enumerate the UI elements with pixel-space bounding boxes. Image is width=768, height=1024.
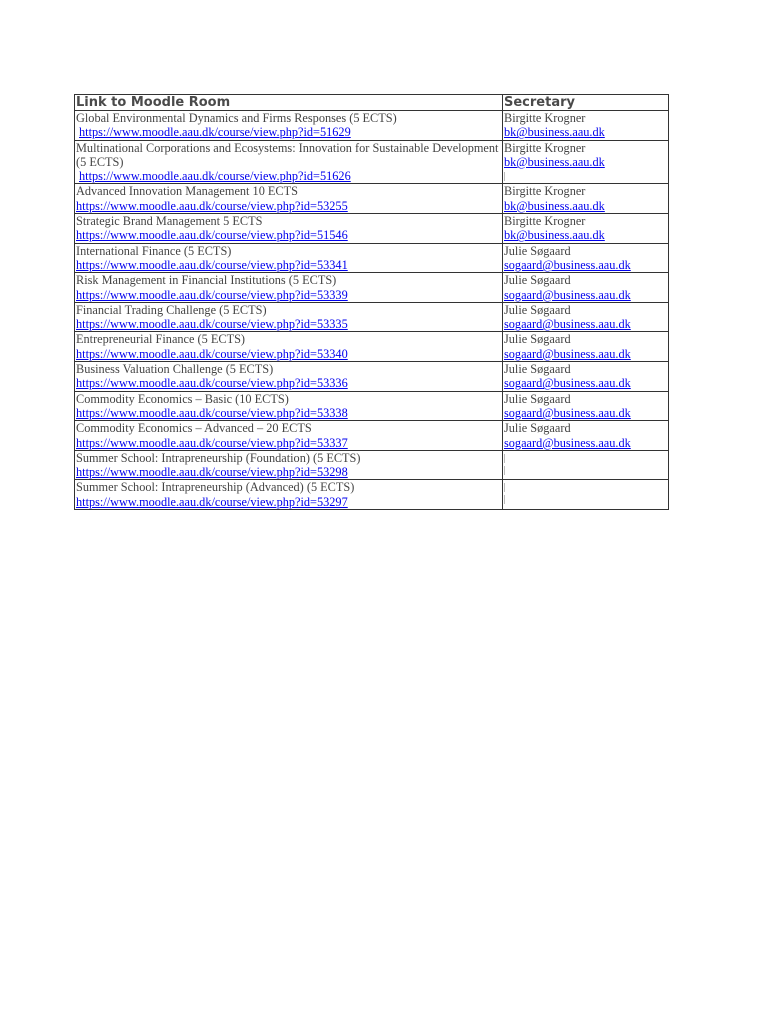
table-row: [75, 214, 669, 244]
table-row: [75, 362, 669, 392]
moodle-link[interactable]: https://www.moodle.aau.dk/course/view.php?id=53297: [76, 494, 348, 509]
moodle-link[interactable]: https://www.moodle.aau.dk/course/view.php?id=51546: [76, 228, 348, 243]
secretary-name: Julie Søgaard: [504, 362, 571, 377]
table-row: [75, 243, 669, 273]
table-row: [75, 391, 669, 421]
course-cell: [75, 362, 503, 392]
course-title: Financial Trading Challenge (5 ECTS): [76, 302, 267, 317]
cell-marker: [504, 495, 505, 504]
course-cell: [75, 450, 503, 480]
table-header-row: [75, 95, 669, 111]
course-cell: [75, 273, 503, 303]
moodle-link[interactable]: https://www.moodle.aau.dk/course/view.php?id=53338: [76, 405, 348, 420]
course-cell: [75, 111, 503, 141]
moodle-link[interactable]: https://www.moodle.aau.dk/course/view.php?id=53336: [76, 376, 348, 391]
moodle-link[interactable]: https://www.moodle.aau.dk/course/view.php?id=53339: [76, 287, 348, 302]
secretary-email-link[interactable]: bk@business.aau.dk: [504, 125, 605, 140]
secretary-email-link[interactable]: sogaard@business.aau.dk: [504, 287, 631, 302]
table-row: [75, 111, 669, 141]
moodle-link[interactable]: https://www.moodle.aau.dk/course/view.php?id=53298: [76, 465, 348, 480]
cell-marker: [504, 454, 505, 463]
secretary-name: Julie Søgaard: [504, 273, 571, 288]
table-row: [75, 450, 669, 480]
moodle-link[interactable]: https://www.moodle.aau.dk/course/view.php?id=51626: [79, 169, 351, 184]
course-cell: [75, 391, 503, 421]
moodle-link[interactable]: https://www.moodle.aau.dk/course/view.php?id=51629: [79, 125, 351, 140]
course-cell: [75, 214, 503, 244]
secretary-email-link[interactable]: bk@business.aau.dk: [504, 154, 605, 169]
course-title: International Finance (5 ECTS): [76, 243, 232, 258]
secretary-email-link[interactable]: sogaard@business.aau.dk: [504, 257, 631, 272]
course-title: Entrepreneurial Finance (5 ECTS): [76, 332, 246, 347]
secretary-cell: [503, 391, 669, 421]
secretary-name: Julie Søgaard: [504, 332, 571, 347]
secretary-cell: [503, 362, 669, 392]
course-title: Strategic Brand Management 5 ECTS: [76, 214, 263, 229]
course-cell: [75, 184, 503, 214]
secretary-name: Birgitte Krogner: [504, 111, 586, 125]
table-row: [75, 421, 669, 451]
secretary-cell: [503, 184, 669, 214]
secretary-cell: [503, 273, 669, 303]
course-cell: [75, 421, 503, 451]
table-row: [75, 273, 669, 303]
table-row: [75, 480, 669, 510]
secretary-cell: [503, 421, 669, 451]
course-title: Risk Management in Financial Institutions (5 ECTS): [76, 273, 337, 288]
table-row: [75, 140, 669, 184]
secretary-name: Julie Søgaard: [504, 421, 571, 436]
cell-marker: [504, 466, 505, 475]
secretary-cell: [503, 302, 669, 332]
course-title: Summer School: Intrapreneurship (Foundation) (5 ECTS): [76, 450, 361, 465]
secretary-email-link[interactable]: sogaard@business.aau.dk: [504, 317, 631, 332]
moodle-link[interactable]: https://www.moodle.aau.dk/course/view.php?id=53255: [76, 198, 348, 213]
secretary-email-link[interactable]: sogaard@business.aau.dk: [504, 435, 631, 450]
course-title: Business Valuation Challenge (5 ECTS): [76, 362, 274, 377]
header-secretary: Secretary: [503, 95, 669, 111]
secretary-name: Birgitte Krogner: [504, 184, 586, 199]
moodle-link[interactable]: https://www.moodle.aau.dk/course/view.php?id=53335: [76, 317, 348, 332]
table-row: [75, 332, 669, 362]
course-cell: [75, 302, 503, 332]
course-title: Global Environmental Dynamics and Firms Responses (5 ECTS): [76, 111, 397, 125]
secretary-email-link[interactable]: bk@business.aau.dk: [504, 228, 605, 243]
moodle-link[interactable]: https://www.moodle.aau.dk/course/view.php?id=53337: [76, 435, 348, 450]
secretary-email-link[interactable]: sogaard@business.aau.dk: [504, 346, 631, 361]
course-title: Multinational Corporations and Ecosystems: Innovation for Sustainable Development (5 ECTS): [76, 140, 499, 169]
secretary-cell: [503, 140, 669, 184]
cell-marker: [504, 172, 505, 181]
secretary-name: Julie Søgaard: [504, 391, 571, 406]
secretary-cell: [503, 243, 669, 273]
course-cell: [75, 480, 503, 510]
course-cell: [75, 332, 503, 362]
secretary-email-link[interactable]: bk@business.aau.dk: [504, 198, 605, 213]
moodle-link[interactable]: https://www.moodle.aau.dk/course/view.php?id=53341: [76, 257, 348, 272]
course-cell: [75, 243, 503, 273]
course-title: Summer School: Intrapreneurship (Advanced) (5 ECTS): [76, 480, 355, 495]
secretary-email-link[interactable]: sogaard@business.aau.dk: [504, 405, 631, 420]
secretary-name: Birgitte Krogner: [504, 214, 586, 229]
moodle-link[interactable]: https://www.moodle.aau.dk/course/view.php?id=53340: [76, 346, 348, 361]
course-title: Advanced Innovation Management 10 ECTS: [76, 184, 298, 199]
secretary-cell: [503, 480, 669, 510]
secretary-cell: [503, 111, 669, 141]
secretary-email-link[interactable]: sogaard@business.aau.dk: [504, 376, 631, 391]
header-course: Link to Moodle Room: [75, 95, 503, 111]
secretary-cell: [503, 450, 669, 480]
moodle-rooms-table: [74, 94, 669, 510]
secretary-name: Julie Søgaard: [504, 302, 571, 317]
secretary-name: Birgitte Krogner: [504, 140, 586, 155]
secretary-cell: [503, 332, 669, 362]
cell-marker: [504, 483, 505, 492]
table-row: [75, 184, 669, 214]
course-cell: [75, 140, 503, 184]
secretary-cell: [503, 214, 669, 244]
secretary-name: Julie Søgaard: [504, 243, 571, 258]
table-row: [75, 302, 669, 332]
course-title: Commodity Economics – Advanced – 20 ECTS: [76, 421, 312, 436]
course-title: Commodity Economics – Basic (10 ECTS): [76, 391, 289, 406]
